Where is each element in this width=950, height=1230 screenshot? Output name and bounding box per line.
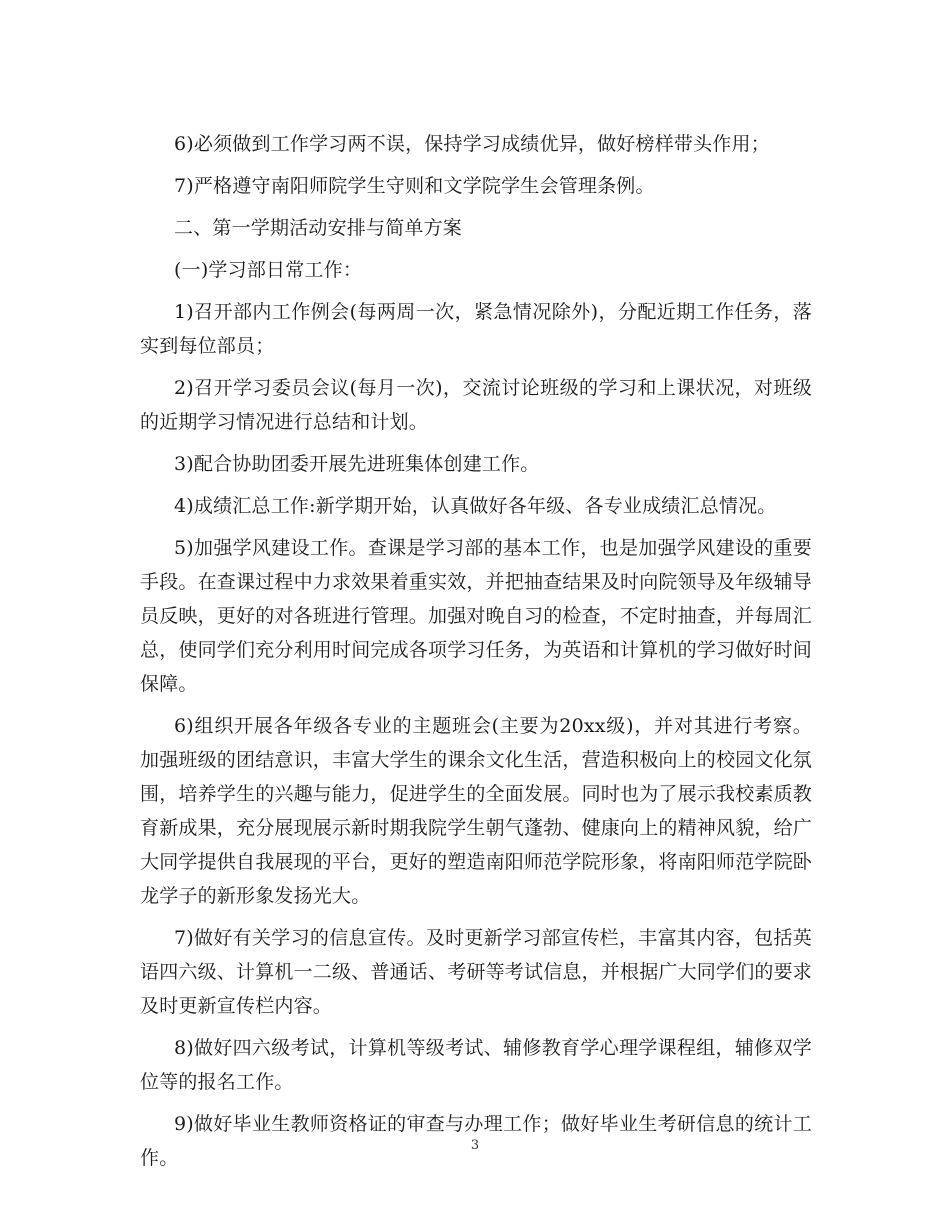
paragraph: 6)组织开展各年级各专业的主题班会(主要为20xx级)，并对其进行考察。加强班级的团结意识，丰富大学生的课余文化生活，营造积极向上的校园文化氛围，培养学生的兴趣与能力，促进学生的全面发展。同时也为了展示我校素质教育新成果，充分展现展示新时期我院学生朝气蓬勃、健康向上的精神风貌，给广大同学提供自我展现的平台，更好的塑造南阳师范学院形象，将南阳师范学院卧龙学子的新形象发扬光大。 xyxy=(140,715,813,907)
paragraph: 7)做好有关学习的信息宣传。及时更新学习部宣传栏，丰富其内容，包括英语四六级、计算机一二级、普通话、考研等考试信息，并根据广大同学们的要求及时更新宣传栏内容。 xyxy=(140,927,813,1017)
paragraph: 2)召开学习委员会议(每月一次)，交流讨论班级的学习和上课状况，对班级的近期学习情况进行总结和计划。 xyxy=(140,377,812,433)
paragraph: 8)做好四六级考试，计算机等级考试、辅修教育学心理学课程组，辅修双学位等的报名工作。 xyxy=(140,1037,812,1093)
paragraph: 5)加强学风建设工作。查课是学习部的基本工作，也是加强学风建设的重要手段。在查课过程中力求效果着重实效，并把抽查结果及时向院领导及年级辅导员反映，更好的对各班进行管理。加强对晚自习的检查，不定时抽查，并每周汇总，使同学们充分利用时间完成各项学习任务，为英语和计算机的学习做好时间保障。 xyxy=(140,537,813,695)
subsection-heading: (一)学习部日常工作： xyxy=(174,259,363,281)
paragraph: 9)做好毕业生教师资格证的审查与办理工作；做好毕业生考研信息的统计工作。 xyxy=(140,1113,812,1169)
page-number: 3 xyxy=(470,1138,480,1153)
paragraph: 3)配合协助团委开展先进班集体创建工作。 xyxy=(174,453,540,475)
paragraph: 1)召开部内工作例会(每两周一次，紧急情况除外)，分配近期工作任务，落实到每位部员； xyxy=(140,301,812,357)
paragraph: 4)成绩汇总工作:新学期开始，认真做好各年级、各专业成绩汇总情况。 xyxy=(174,495,777,517)
paragraph: 7)严格遵守南阳师院学生守则和文学院学生会管理条例。 xyxy=(174,175,655,197)
section-heading: 二、第一学期活动安排与简单方案 xyxy=(174,217,463,239)
document-body xyxy=(140,127,812,1183)
paragraph: 6)必须做到工作学习两不误，保持学习成绩优异，做好榜样带头作用； xyxy=(174,133,770,155)
